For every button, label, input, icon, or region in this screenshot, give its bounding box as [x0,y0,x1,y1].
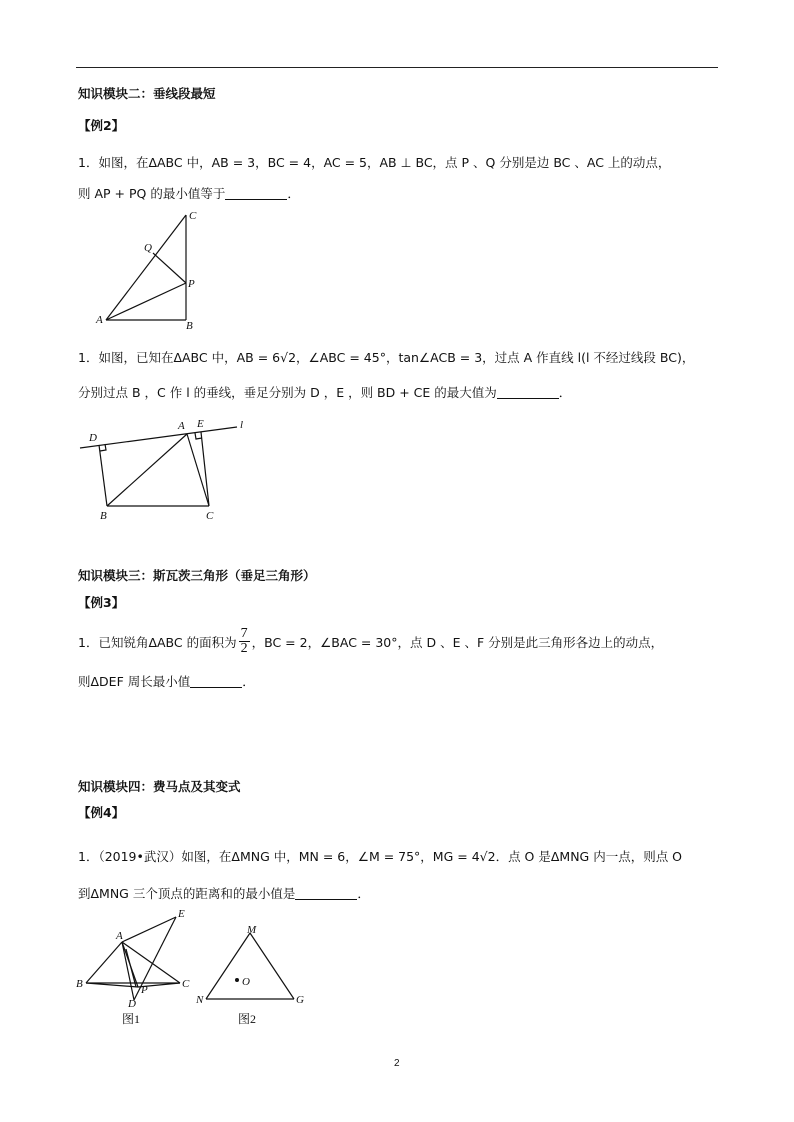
label-b: B [76,978,83,990]
m2-q2-line2-text: 分别过点 B ，C 作 l 的垂线，垂足分别为 D ，E ，则 BD + CE 的最大值为 [78,385,497,400]
label-e: E [197,418,204,430]
segment-mg [250,933,294,999]
m4-q1-line2 [78,884,370,902]
segment-ab [107,434,187,506]
m4-q1-line2-end: ． [357,886,370,901]
example2-label: 【例2】 [78,118,125,133]
figure-triangle-abc-pq [90,205,220,335]
label-e: E [178,908,185,920]
m2-q2-line1: 1．如图，已知在ΔABC 中，AB = 6√2，∠ABC = 45°，tan∠ACB = 3，过点 A 作直线 l(l 不经过线段 BC)， [78,350,695,365]
label-o: O [242,976,250,988]
label-c: C [182,978,190,990]
label-p: P [141,984,148,996]
fraction-area [239,627,250,656]
fraction-denominator: 2 [240,641,248,656]
figure1-caption: 图1 [122,1012,141,1026]
segment-pq [153,253,186,283]
label-l: l [240,419,244,431]
segment-ap [106,283,186,320]
label-a: A [116,930,123,942]
header-rule [76,67,718,68]
label-d: D [89,432,97,444]
module4-heading: 知识模块四：费马点及其变式 [78,779,241,794]
m2-q1-line2-text: 则 AP + PQ 的最小值等于 [78,186,226,201]
label-g: G [296,994,304,1006]
m3-q1-line2 [78,672,255,690]
answer-blank [225,187,287,200]
m4-q1-line2-text: 到ΔMNG 三个顶点的距离和的最小值是 [78,886,296,901]
point-o [235,978,239,982]
label-m: M [247,924,257,936]
segment-mn [206,933,250,999]
answer-blank [190,675,242,688]
m2-q1-line2-end: ． [287,186,300,201]
label-b: B [100,510,107,522]
example3-label: 【例3】 [78,595,125,610]
segment-bd [99,445,107,506]
module2-heading: 知识模块二：垂线段最短 [78,86,216,101]
answer-blank [497,386,559,399]
m3-q1-line2-text: 则ΔDEF 周长最小值 [78,674,191,689]
segment-ae [122,917,176,942]
label-c: C [206,510,214,522]
label-a: A [96,314,103,326]
segment-ab [86,942,122,983]
label-b: B [186,320,193,332]
label-p: P [188,278,195,290]
m3-q1-line1-a: 1．已知锐角ΔABC 的面积为 [78,634,237,650]
label-n: N [196,994,204,1006]
m3-q1-line1-b: ，BC = 2，∠BAC = 30°，点 D 、E 、F 分别是此三角形各边上的动点， [251,634,664,650]
label-c: C [189,210,197,222]
figure-triangle-line-l [75,410,265,525]
label-d: D [128,998,136,1010]
m3-q1-line2-end: ． [242,674,255,689]
segment-ac [122,942,180,983]
m2-q1-line1: 1．如图，在ΔABC 中，AB = 3，BC = 4，AC = 5，AB ⊥ BC，点 P 、Q 分别是边 BC 、AC 上的动点， [78,155,671,170]
fraction-numerator: 7 [240,626,248,641]
example4-label: 【例4】 [78,805,125,820]
segment-ac [106,215,186,320]
page-number: 2 [394,1058,400,1069]
line-l [80,427,237,448]
answer-blank [295,887,357,900]
figure2-caption: 图2 [238,1012,257,1026]
m3-q1-line1 [78,627,663,656]
m4-q1-line1: 1．（2019•武汉）如图，在ΔMNG 中，MN = 6，∠M = 75°，MG = 4√2．点 O 是ΔMNG 内一点，则点 O [78,849,683,864]
m2-q1-line2 [78,184,300,202]
m2-q2-line2-end: ． [558,385,572,400]
m2-q2-line2 [78,383,571,401]
label-a: A [178,420,185,432]
label-q: Q [144,242,152,254]
figure-fermat-point [72,905,322,1030]
module3-heading: 知识模块三：斯瓦茨三角形（垂足三角形） [78,568,316,583]
